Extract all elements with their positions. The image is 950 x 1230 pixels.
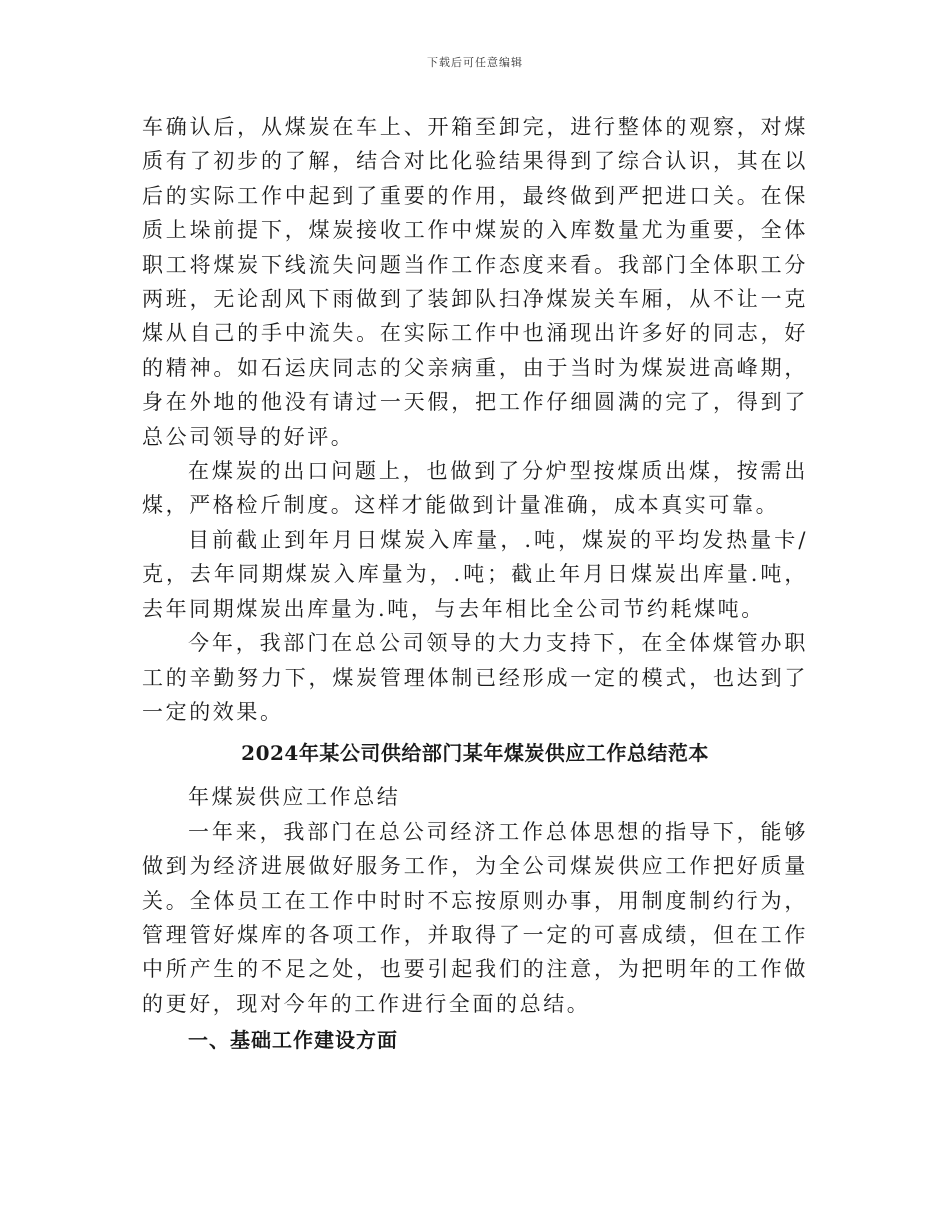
document-title: 2024年某公司供给部门某年煤炭供应工作总结范本 [241, 741, 709, 766]
paragraph-5: 一年来，我部门在总公司经济工作总体思想的指导下，能够做到为经济进展做好服务工作，为全公司煤炭供应工作把好质量关。全体员工在工作中时时不忘按原则办事，用制度制约行为，管理管好煤库的各项工作，并取得了一定的可喜成绩，但在工作中所产生的不足之处，也要引起我们的注意，为把明年的工作做的更好，现对今年的工作进行全面的总结。 [142, 819, 808, 1016]
paragraph-4: 今年，我部门在总公司领导的大力支持下，在全体煤管办职工的辛勤努力下，煤炭管理体制已经形成一定的模式，也达到了一定的效果。 [142, 631, 808, 724]
page-header: 下载后可任意编辑 [427, 56, 523, 69]
paragraph-1: 车确认后，从煤炭在车上、开箱至卸完，进行整体的观察，对煤质有了初步的了解，结合对比化验结果得到了综合认识，其在以后的实际工作中起到了重要的作用，最终做到严把进口关。在保质上垛前提下，煤炭接收工作中煤炭的入库数量尤为重要，全体职工将煤炭下线流失问题当作工作态度来看。我部门全体职工分两班，无论刮风下雨做到了装卸队扫净煤炭关车厢，从不让一克煤从自己的手中流失。在实际工作中也涌现出许多好的同志，好的精神。如石运庆同志的父亲病重，由于当时为煤炭进高峰期，身在外地的他没有请过一天假，把工作仔细圆满的完了，得到了总公司领导的好评。 [142, 115, 808, 449]
section-heading-1: 一、基础工作建设方面 [188, 1028, 398, 1053]
paragraph-subtitle: 年煤炭供应工作总结 [188, 785, 401, 810]
document-body [142, 110, 808, 1057]
paragraph-3: 目前截止到年月日煤炭入库量，.吨，煤炭的平均发热量卡/克，去年同期煤炭入库量为，.吨；截止年月日煤炭出库量.吨，去年同期煤炭出库量为.吨，与去年相比全公司节约耗煤吨。 [142, 527, 808, 621]
paragraph-2: 在煤炭的出口问题上，也做到了分炉型按煤质出煤，按需出煤，严格检斤制度。这样才能做到计量准确，成本真实可靠。 [142, 459, 808, 518]
